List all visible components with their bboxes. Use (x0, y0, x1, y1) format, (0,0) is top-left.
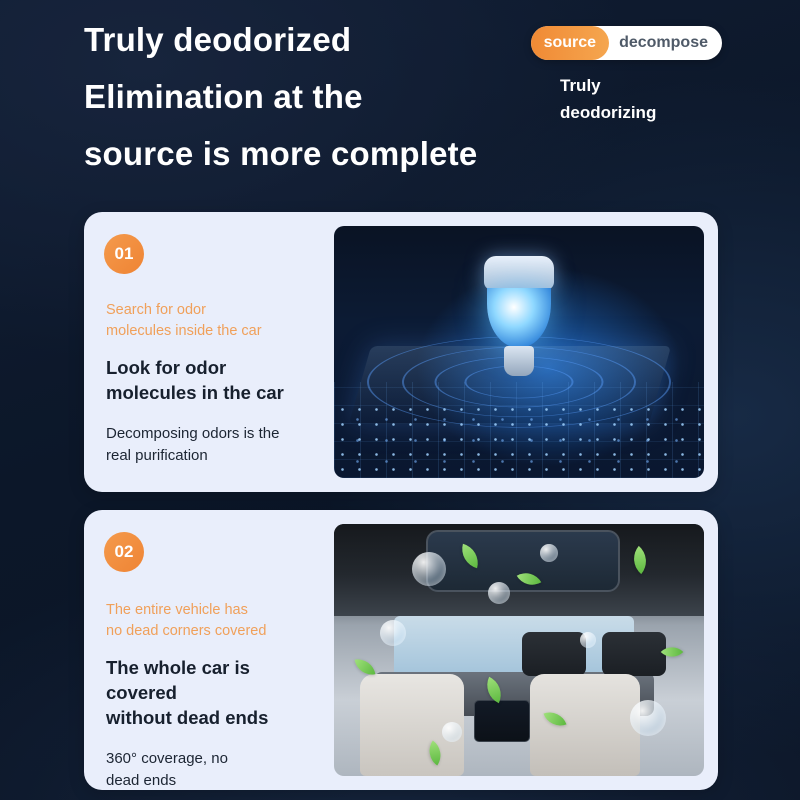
fresh-leaf-icon (355, 657, 376, 678)
car-center-screen-shape (474, 700, 530, 742)
badge-label-decompose: decompose (619, 34, 708, 51)
card-subtitle-line-2: no dead corners covered (106, 623, 267, 640)
air-bubble (540, 544, 558, 562)
card-title-line-2: without dead ends (106, 706, 269, 728)
card-text-block (106, 600, 326, 791)
device-glass-shape (487, 288, 551, 348)
air-bubble (580, 632, 596, 648)
card-subtitle-line-1: Search for odor (106, 302, 206, 318)
car-windshield-shape (394, 616, 634, 678)
purifier-device-shape (482, 256, 556, 376)
step-number-badge: 01 (104, 234, 144, 274)
card-description-line-2: real purification (106, 446, 208, 464)
car-interior-coverage-photo (334, 524, 704, 776)
card-description-line-1: Decomposing odors is the (106, 424, 280, 442)
feature-card-02 (84, 510, 718, 790)
device-cap-shape (484, 256, 554, 290)
air-bubble (630, 700, 666, 736)
card-description-line-1: 360° coverage, no (106, 749, 228, 767)
air-bubble (488, 582, 510, 604)
headline-line-2: Elimination at the (84, 77, 363, 115)
card-title-line-2: molecules in the car (106, 382, 284, 403)
badge-caption-line-1: Truly (560, 76, 601, 95)
card-title-line-1: The whole car is covered (106, 657, 250, 703)
particle-dots-shape (334, 402, 704, 472)
car-seat-shape (530, 674, 640, 776)
badge-caption-line-2: deodorizing (560, 103, 657, 123)
device-base-shape (504, 346, 534, 376)
card-subtitle (106, 600, 326, 642)
page-title (84, 12, 584, 182)
card-description (106, 423, 326, 467)
headline-line-3: source is more complete (84, 134, 478, 172)
card-subtitle (106, 300, 326, 342)
badge-label-source: source (531, 26, 609, 60)
card-subtitle-line-2: molecules inside the car (106, 323, 262, 340)
badge-caption (560, 72, 720, 126)
card-description (106, 748, 326, 792)
step-number-badge: 02 (104, 532, 144, 572)
card-description-line-2: dead ends (106, 771, 177, 789)
air-bubble (442, 722, 462, 742)
card-subtitle-line-1: The entire vehicle has (106, 602, 248, 618)
headline-line-1: Truly deodorized (84, 21, 352, 58)
card-title (106, 356, 326, 406)
air-bubble (380, 620, 406, 646)
card-title-line-1: Look for odor (106, 357, 227, 379)
feature-card-01 (84, 212, 718, 492)
card-text-block (106, 300, 326, 466)
source-decompose-badge (531, 26, 722, 60)
car-headrest-shape (602, 632, 666, 676)
header (0, 0, 800, 196)
air-bubble (412, 552, 446, 586)
card-title (106, 656, 326, 731)
car-headrest-shape (522, 632, 586, 676)
car-air-purifier-device-photo (334, 226, 704, 478)
